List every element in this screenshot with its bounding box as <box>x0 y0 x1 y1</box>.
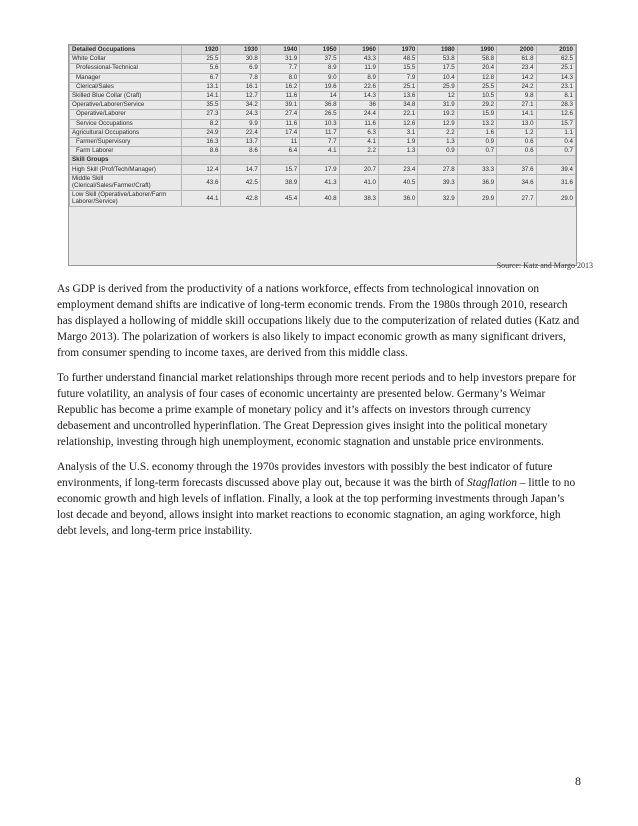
table-cell: 0.6 <box>497 147 536 156</box>
table-cell: 12.9 <box>418 119 457 128</box>
table-cell: 38.9 <box>260 174 299 190</box>
paragraph-stagflation <box>57 459 580 539</box>
row-label: Farmer/Supervisory <box>70 137 182 146</box>
table-body <box>70 55 576 206</box>
paragraph-volatility: To further understand financial market relationships through more recent periods and to help investors prepare for future volatility, an analysis of four cases of economic uncertainty are presented below. Germany’s Weimar Republic has become a prime example of monetary policy and it’s affects on investors through currency debasement and uncontrolled hyperinflation. The Great Depression gives insight into the political monetary relationship, investing through high unemployment, economic stagnation and unstable price environments. <box>57 372 576 448</box>
table-cell: 1.3 <box>378 147 417 156</box>
table-cell: 19.6 <box>300 82 339 91</box>
table-cell: 9.0 <box>300 73 339 82</box>
row-label: Service Occupations <box>70 119 182 128</box>
table-cell: 31.6 <box>536 174 575 190</box>
table-cell: 17.4 <box>260 128 299 137</box>
table-cell: 8.6 <box>221 147 260 156</box>
table-cell: 33.3 <box>457 165 496 174</box>
table-cell: 11.6 <box>260 119 299 128</box>
table-cell: 30.8 <box>221 55 260 64</box>
table-row <box>70 110 576 119</box>
table-row <box>70 165 576 174</box>
table-cell: 36.8 <box>300 101 339 110</box>
empty-cell <box>536 156 575 165</box>
table-cell: 27.8 <box>418 165 457 174</box>
table-source: Source: Katz and Margo 2013 <box>496 261 593 270</box>
table-cell: 29.0 <box>536 190 575 206</box>
table-cell: 13.7 <box>221 137 260 146</box>
table-cell: 8.0 <box>260 73 299 82</box>
table-cell: 8.9 <box>300 64 339 73</box>
empty-cell <box>497 156 536 165</box>
table-cell: 17.9 <box>300 165 339 174</box>
table-cell: 34.6 <box>497 174 536 190</box>
table-cell: 14 <box>300 91 339 100</box>
table-cell: 12.6 <box>378 119 417 128</box>
table-cell: 15.7 <box>260 165 299 174</box>
year-header: 1980 <box>418 46 457 55</box>
table-cell: 11 <box>260 137 299 146</box>
table-row <box>70 101 576 110</box>
table-row <box>70 190 576 206</box>
year-header: 1920 <box>182 46 221 55</box>
table-cell: 29.2 <box>457 101 496 110</box>
table-cell: 53.8 <box>418 55 457 64</box>
table-cell: 7.8 <box>221 73 260 82</box>
table-cell: 5.6 <box>182 64 221 73</box>
table-cell: 6.4 <box>260 147 299 156</box>
table-row <box>70 73 576 82</box>
table-cell: 13.6 <box>378 91 417 100</box>
table-cell: 14.1 <box>497 110 536 119</box>
table-cell: 7.7 <box>260 64 299 73</box>
stagflation-term: Stagflation <box>466 477 517 489</box>
table-cell: 12.4 <box>182 165 221 174</box>
table-cell: 3.1 <box>378 128 417 137</box>
table-cell: 12.6 <box>536 110 575 119</box>
table-cell: 45.4 <box>260 190 299 206</box>
table-cell: 27.7 <box>497 190 536 206</box>
table-cell: 40.5 <box>378 174 417 190</box>
table-cell: 10.3 <box>300 119 339 128</box>
table-cell: 19.2 <box>418 110 457 119</box>
table-cell: 4.1 <box>339 137 378 146</box>
table-cell: 2.2 <box>418 128 457 137</box>
row-label: Low Skill (Operative/Laborer/Farm Laborer/Service) <box>70 190 182 206</box>
table-cell: 61.8 <box>497 55 536 64</box>
year-header: 1960 <box>339 46 378 55</box>
occupations-table-image <box>68 44 577 266</box>
empty-cell <box>300 156 339 165</box>
table-cell: 8.2 <box>182 119 221 128</box>
table-cell: 14.3 <box>536 73 575 82</box>
empty-cell <box>221 156 260 165</box>
table-cell: 0.6 <box>497 137 536 146</box>
table-cell: 20.4 <box>457 64 496 73</box>
table-cell: 36.9 <box>457 174 496 190</box>
table-cell: 9.9 <box>221 119 260 128</box>
table-cell: 27.1 <box>497 101 536 110</box>
table-row <box>70 55 576 64</box>
row-label: Clerical/Sales <box>70 82 182 91</box>
table-cell: 0.7 <box>457 147 496 156</box>
row-label: Farm Laborer <box>70 147 182 156</box>
table-cell: 9.8 <box>497 91 536 100</box>
table-cell: 22.4 <box>221 128 260 137</box>
table-row <box>70 147 576 156</box>
table-cell: 11.9 <box>339 64 378 73</box>
table-cell: 0.7 <box>536 147 575 156</box>
table-cell: 13.1 <box>182 82 221 91</box>
row-label: Middle Skill (Clerical/Sales/Farmer/Craft) <box>70 174 182 190</box>
table-cell: 8.9 <box>339 73 378 82</box>
table-cell: 24.4 <box>339 110 378 119</box>
table-cell: 25.9 <box>418 82 457 91</box>
year-header: 1990 <box>457 46 496 55</box>
table-cell: 41.0 <box>339 174 378 190</box>
table-cell: 34.2 <box>221 101 260 110</box>
table-cell: 15.9 <box>457 110 496 119</box>
row-label: White Collar <box>70 55 182 64</box>
table-cell: 6.9 <box>221 64 260 73</box>
table-cell: 42.5 <box>221 174 260 190</box>
table-cell: 0.4 <box>536 137 575 146</box>
table-cell: 31.9 <box>260 55 299 64</box>
table-cell: 43.3 <box>339 55 378 64</box>
table-row <box>70 64 576 73</box>
table-cell: 4.1 <box>300 147 339 156</box>
table-cell: 12 <box>418 91 457 100</box>
table-cell: 8.1 <box>536 91 575 100</box>
table-cell: 1.1 <box>536 128 575 137</box>
table-cell: 25.1 <box>536 64 575 73</box>
table-row <box>70 119 576 128</box>
table-cell: 40.8 <box>300 190 339 206</box>
paragraph-stagflation-part1: Analysis of the U.S. economy through the 1970s provides investors with possibly the best indicator of future environments, if long-term forecasts discussed above play out, because it was the birth of <box>57 461 553 489</box>
empty-cell <box>378 156 417 165</box>
year-header: 1940 <box>260 46 299 55</box>
table-cell: 44.1 <box>182 190 221 206</box>
table-cell: 16.1 <box>221 82 260 91</box>
table-cell: 16.2 <box>260 82 299 91</box>
year-header: 1950 <box>300 46 339 55</box>
page-number: 8 <box>575 774 581 788</box>
table-cell: 31.9 <box>418 101 457 110</box>
table-cell: 25.1 <box>378 82 417 91</box>
row-label: Agricultural Occupations <box>70 128 182 137</box>
table-cell: 20.7 <box>339 165 378 174</box>
table-cell: 34.8 <box>378 101 417 110</box>
table-cell: 7.9 <box>378 73 417 82</box>
table-cell: 41.3 <box>300 174 339 190</box>
year-header: 2010 <box>536 46 575 55</box>
table-cell: 62.5 <box>536 55 575 64</box>
year-header: 1970 <box>378 46 417 55</box>
empty-cell <box>418 156 457 165</box>
table-cell: 39.4 <box>536 165 575 174</box>
paragraph-stagflation-part2: – little to no economic growth and high levels of inflation. Finally, a look at the top performing investments through Japan’s lost decade and beyond, allows insight into market reactions to economic stagnation, an aging workforce, high debt levels, and long-term price instability. <box>57 477 576 537</box>
paragraph-gdp: As GDP is derived from the productivity of a nations workforce, effects from technological innovation on employment demand shifts are indicative of long-term economic trends. From the 1980s through 2010, research has displayed a hollowing of middle skill occupations likely due to the computerization of related duties (Katz and Margo 2013). The polarization of workers is also likely to impact economic growth as many significant drivers, from consumer spending to income taxes, are derived from this middle class. <box>57 283 580 359</box>
table-cell: 23.4 <box>378 165 417 174</box>
table-cell: 0.9 <box>457 137 496 146</box>
table-cell: 14.2 <box>497 73 536 82</box>
table-cell: 24.2 <box>497 82 536 91</box>
table-cell: 13.2 <box>457 119 496 128</box>
skill-groups-row <box>70 156 576 165</box>
year-header: 1930 <box>221 46 260 55</box>
table-cell: 43.6 <box>182 174 221 190</box>
table-cell: 2.2 <box>339 147 378 156</box>
table-cell: 14.1 <box>182 91 221 100</box>
table-cell: 42.8 <box>221 190 260 206</box>
table-header-label: Detailed Occupations <box>70 46 182 55</box>
table-row <box>70 91 576 100</box>
empty-cell <box>339 156 378 165</box>
table-cell: 14.3 <box>339 91 378 100</box>
table-cell: 37.6 <box>497 165 536 174</box>
table-cell: 27.4 <box>260 110 299 119</box>
table-cell: 25.5 <box>457 82 496 91</box>
table-header-row <box>70 46 576 55</box>
row-label: Professional-Technical <box>70 64 182 73</box>
table-cell: 48.5 <box>378 55 417 64</box>
table-cell: 1.9 <box>378 137 417 146</box>
table-cell: 1.2 <box>497 128 536 137</box>
table-cell: 1.3 <box>418 137 457 146</box>
table-row <box>70 82 576 91</box>
empty-cell <box>182 156 221 165</box>
table-cell: 23.4 <box>497 64 536 73</box>
table-cell: 1.6 <box>457 128 496 137</box>
table-cell: 32.9 <box>418 190 457 206</box>
table-cell: 36 <box>339 101 378 110</box>
table-cell: 24.3 <box>221 110 260 119</box>
table-cell: 15.5 <box>378 64 417 73</box>
table-cell: 11.7 <box>300 128 339 137</box>
occupations-table <box>69 45 576 207</box>
table-row <box>70 128 576 137</box>
table-cell: 0.9 <box>418 147 457 156</box>
row-label: High Skill (Prof/Tech/Manager) <box>70 165 182 174</box>
table-cell: 39.1 <box>260 101 299 110</box>
skill-groups-label: Skill Groups <box>70 156 182 165</box>
table-cell: 7.7 <box>300 137 339 146</box>
table-cell: 10.5 <box>457 91 496 100</box>
table-cell: 11.6 <box>260 91 299 100</box>
body-text <box>57 281 580 548</box>
year-header: 2000 <box>497 46 536 55</box>
table-cell: 22.6 <box>339 82 378 91</box>
table-cell: 10.4 <box>418 73 457 82</box>
table-cell: 6.7 <box>182 73 221 82</box>
table-cell: 23.1 <box>536 82 575 91</box>
table-cell: 17.5 <box>418 64 457 73</box>
table-cell: 12.8 <box>457 73 496 82</box>
table-cell: 16.3 <box>182 137 221 146</box>
table-row <box>70 137 576 146</box>
table-cell: 22.1 <box>378 110 417 119</box>
table-cell: 26.5 <box>300 110 339 119</box>
table-cell: 14.7 <box>221 165 260 174</box>
table-cell: 38.3 <box>339 190 378 206</box>
table-cell: 37.5 <box>300 55 339 64</box>
table-cell: 13.0 <box>497 119 536 128</box>
table-cell: 12.7 <box>221 91 260 100</box>
empty-cell <box>260 156 299 165</box>
table-cell: 35.5 <box>182 101 221 110</box>
table-cell: 27.3 <box>182 110 221 119</box>
table-row <box>70 174 576 190</box>
table-cell: 11.6 <box>339 119 378 128</box>
table-cell: 29.9 <box>457 190 496 206</box>
table-cell: 6.3 <box>339 128 378 137</box>
empty-cell <box>457 156 496 165</box>
row-label: Operative/Laborer/Service <box>70 101 182 110</box>
table-cell: 39.3 <box>418 174 457 190</box>
table-cell: 8.6 <box>182 147 221 156</box>
table-cell: 25.5 <box>182 55 221 64</box>
table-cell: 28.3 <box>536 101 575 110</box>
table-cell: 24.9 <box>182 128 221 137</box>
table-cell: 58.8 <box>457 55 496 64</box>
table-cell: 15.7 <box>536 119 575 128</box>
row-label: Skilled Blue Collar (Craft) <box>70 91 182 100</box>
table-cell: 36.0 <box>378 190 417 206</box>
row-label: Operative/Laborer <box>70 110 182 119</box>
row-label: Manager <box>70 73 182 82</box>
